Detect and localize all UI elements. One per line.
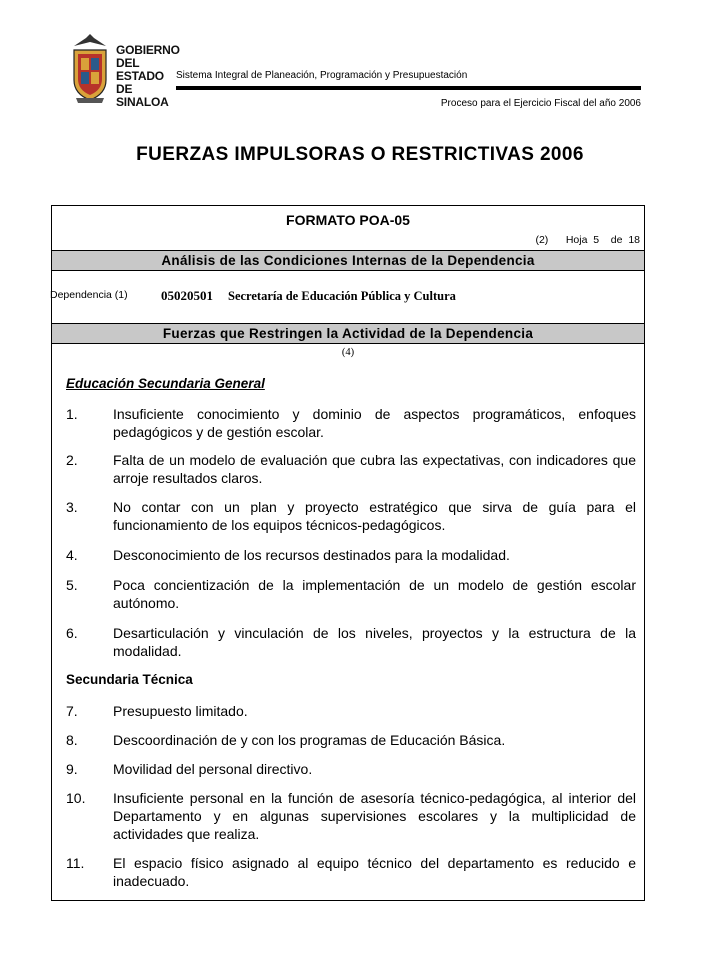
item-number: 7. [66, 703, 78, 719]
item-number: 1. [66, 406, 78, 422]
item-text: No contar con un plan y proyecto estratégico que sirva de guía para el funcionamiento de los equipos técnicos-pedagógicos. [113, 499, 636, 533]
item-number: 11. [66, 855, 85, 871]
section-title-secundaria-general: Educación Secundaria General [66, 376, 265, 391]
total-pages: 18 [628, 234, 640, 246]
item-text: Desarticulación y vinculación de los niveles, proyectos y la estructura de la modalidad. [113, 625, 636, 659]
item-number: 10. [66, 790, 86, 806]
system-title: Sistema Integral de Planeación, Programación y Presupuestación [176, 70, 468, 81]
government-logo [68, 32, 180, 109]
item-number: 4. [66, 547, 78, 563]
item-text: Desconocimiento de los recursos destinados para la modalidad. [113, 547, 510, 563]
dependencia-row [52, 271, 644, 322]
item-number: 3. [66, 499, 78, 515]
of-label: de [610, 234, 623, 246]
form-box [51, 205, 645, 901]
item-text: El espacio físico asignado al equipo técnico del departamento es reducido e inadecuado. [113, 855, 636, 889]
item-text: Movilidad del personal directivo. [113, 761, 313, 777]
item-number: 9. [66, 761, 78, 777]
section-title-secundaria-tecnica: Secundaria Técnica [66, 672, 193, 687]
item-text: Poca concientización de la implementación de un modelo de gestión escolar autónomo. [113, 577, 636, 611]
dependencia-code: 05020501 [161, 288, 213, 303]
page-indicator [535, 234, 640, 246]
item-text: Falta de un modelo de evaluación que cubra las expectativas, con indicadores que arroje resultados claros. [113, 452, 636, 486]
analysis-title-bar: Análisis de las Condiciones Internas de la Dependencia [52, 251, 644, 271]
formato-header [52, 206, 644, 251]
page-number: 5 [593, 234, 600, 246]
fiscal-process: Proceso para el Ejercicio Fiscal del año 2006 [440, 98, 641, 109]
formato-code: FORMATO POA-05 [286, 212, 410, 228]
item-number: 6. [66, 625, 78, 641]
coat-of-arms-icon [68, 32, 112, 104]
item-number: 8. [66, 732, 78, 748]
page-ref: (2) [535, 234, 549, 246]
hoja-label: Hoja [565, 234, 588, 246]
item-number: 2. [66, 452, 78, 468]
dependencia-name: Secretaría de Educación Pública y Cultura [228, 289, 456, 303]
item-text: Insuficiente personal en la función de asesoría técnico-pedagógica, al interior del Departamento y en algunas supervisiones escolares y la multiplicidad de actividades que realiza. [113, 790, 636, 842]
forces-title-bar: Fuerzas que Restringen la Actividad de la Dependencia [52, 323, 644, 344]
logo-text: GOBIERNO DEL ESTADO DE SINALOA [116, 43, 180, 109]
dependencia-label: Dependencia (1) [50, 289, 128, 301]
header-divider [176, 86, 641, 90]
document-title: FUERZAS IMPULSORAS O RESTRICTIVAS 2006 [136, 144, 584, 165]
item-text: Insuficiente conocimiento y dominio de aspectos programáticos, enfoques pedagógicos y de gestión escolar. [113, 406, 636, 440]
item-number: 5. [66, 577, 78, 593]
forces-ref: (4) [341, 347, 355, 358]
item-text: Presupuesto limitado. [113, 703, 248, 719]
item-text: Descoordinación de y con los programas de Educación Básica. [113, 732, 506, 748]
